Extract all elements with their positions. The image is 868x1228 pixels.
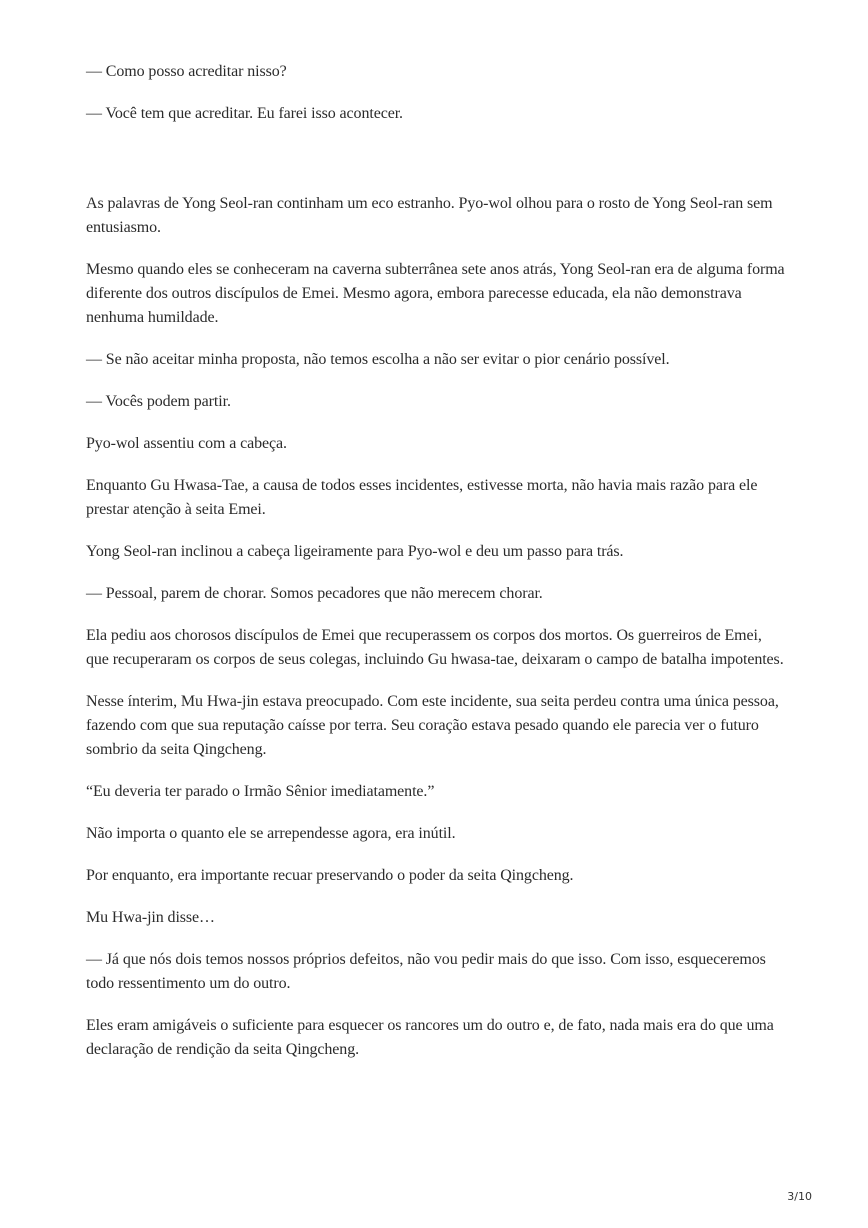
paragraph: “Eu deveria ter parado o Irmão Sênior imediatamente.”: [86, 783, 435, 800]
paragraph: — Pessoal, parem de chorar. Somos pecadores que não merecem chorar.: [86, 585, 543, 602]
paragraph: Mu Hwa-jin disse…: [86, 909, 215, 926]
paragraph: Por enquanto, era importante recuar preservando o poder da seita Qingcheng.: [86, 867, 574, 884]
paragraph: Pyo-wol assentiu com a cabeça.: [86, 435, 287, 452]
paragraph: Nesse ínterim, Mu Hwa-jin estava preocupado. Com este incidente, sua seita perdeu contra uma única pessoa, fazendo com que sua reputação caísse por terra. Seu coração estava pesado quando ele parecia ver o futuro sombrio da seita Qingcheng.: [86, 693, 779, 758]
paragraph: Mesmo quando eles se conheceram na caverna subterrânea sete anos atrás, Yong Seol-ran era de alguma forma diferente dos outros discípulos de Emei. Mesmo agora, embora parecesse educada, ela não demonstrava nenhuma humildade.: [86, 261, 785, 326]
paragraph: — Como posso acreditar nisso?: [86, 63, 287, 80]
paragraph: — Se não aceitar minha proposta, não temos escolha a não ser evitar o pior cenário possível.: [86, 351, 670, 368]
paragraph: — Já que nós dois temos nossos próprios defeitos, não vou pedir mais do que isso. Com isso, esqueceremos todo ressentimento um do outro.: [86, 951, 766, 992]
page-number: 3/10: [787, 1190, 812, 1203]
paragraph: Yong Seol-ran inclinou a cabeça ligeiramente para Pyo-wol e deu um passo para trás.: [86, 543, 624, 560]
document-body: [86, 60, 786, 1080]
paragraph: Não importa o quanto ele se arrependesse agora, era inútil.: [86, 825, 456, 842]
paragraph: — Vocês podem partir.: [86, 393, 231, 410]
paragraph: Enquanto Gu Hwasa-Tae, a causa de todos esses incidentes, estivesse morta, não havia mais razão para ele prestar atenção à seita Emei.: [86, 477, 758, 518]
paragraph: Eles eram amigáveis o suficiente para esquecer os rancores um do outro e, de fato, nada mais era do que uma declaração de rendição da seita Qingcheng.: [86, 1017, 774, 1058]
paragraph: — Você tem que acreditar. Eu farei isso acontecer.: [86, 105, 403, 122]
section-break: [86, 144, 786, 192]
paragraph: Ela pediu aos chorosos discípulos de Emei que recuperassem os corpos dos mortos. Os guerreiros de Emei, que recuperaram os corpos de seus colegas, incluindo Gu hwasa-tae, deixaram o campo de batalha impotentes.: [86, 627, 784, 668]
paragraph: As palavras de Yong Seol-ran continham um eco estranho. Pyo-wol olhou para o rosto de Yong Seol-ran sem entusiasmo.: [86, 195, 773, 236]
